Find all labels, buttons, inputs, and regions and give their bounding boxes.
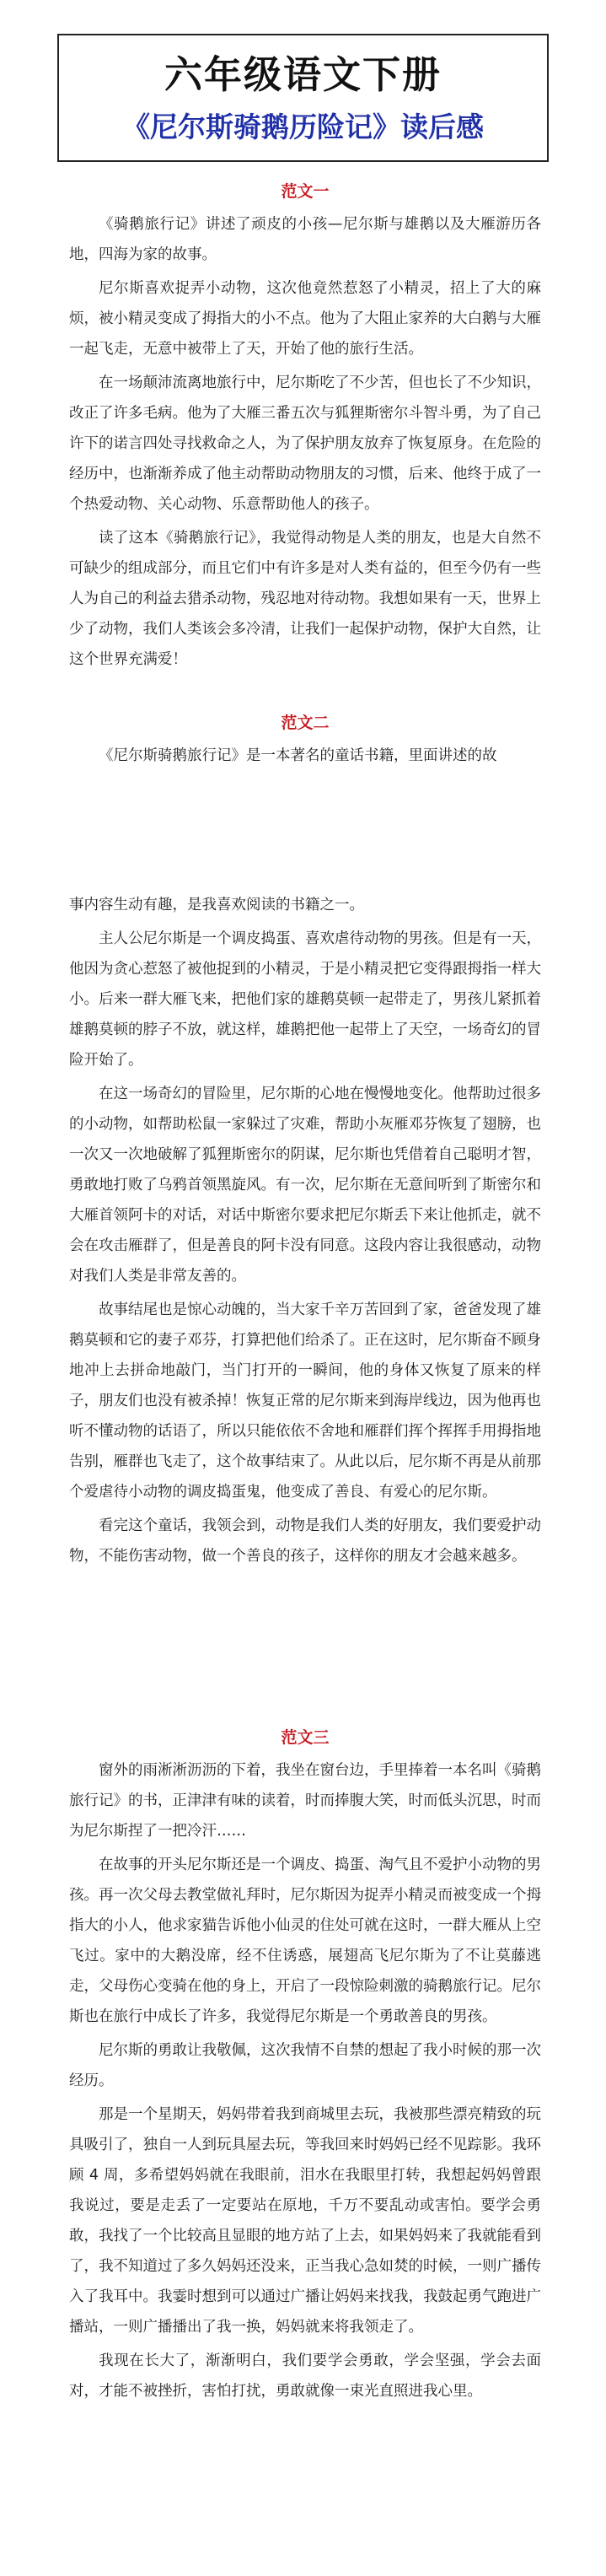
essay-paragraph: 读了这本《骑鹅旅行记》，我觉得动物是人类的朋友，也是大自然不可缺少的组成部分，而且它们中有许多是对人类有益的，但至今仍有一些人为自己的利益去猎杀动物，残忍地对待动物。我想如果有一天，世界上少了动物，我们人类该会多冷清，让我们一起保护动物，保护大自然，让这个世界充满爱！ <box>69 530 541 668</box>
essay-paragraph: 《尼尔斯骑鹅旅行记》是一本著名的童话书籍，里面讲述的故 <box>99 747 497 764</box>
essay-paragraph: 尼尔斯的勇敢让我敬佩，这次我情不自禁的想起了我小时候的那一次经历。 <box>69 2042 541 2089</box>
essay-2 <box>69 710 541 774</box>
essay-paragraph: 看完这个童话，我领会到，动物是我们人类的好朋友，我们要爱护动物，不能伤害动物，做一个善良的孩子，这样你的朋友才会越来越多。 <box>69 1517 541 1565</box>
essay-paragraph: 我现在长大了，渐渐明白，我们要学会勇敢，学会坚强，学会去面对，才能不被挫折，害怕打扰，勇敢就像一束光直照进我心里。 <box>69 2352 541 2400</box>
page-subtitle: 《尼尔斯骑鹅历险记》读后感 <box>122 110 484 143</box>
essay-3 <box>69 1725 541 2410</box>
essay-paragraph: 那是一个星期天，妈妈带着我到商城里去玩，我被那些漂亮精致的玩具吸引了，独自一人到玩具屋去玩，等我回来时妈妈已经不见踪影。我环顾 4 周，多希望妈妈就在我眼前，泪水在我眼里打转，我想起妈妈曾跟我说过，要是走丢了一定要站在原地，千万不要乱动或害怕。要学会勇敢，我找了一个比较高且显眼的地方站了上去，如果妈妈来了我就能看到了，我不知道过了多久妈妈还没来，正当我心急如焚的时候，一则广播传入了我耳中。我霎时想到可以通过广播让妈妈来找我，我鼓起勇气跑进广播站，一则广播播出了我一换，妈妈就来将我领走了。 <box>69 2106 541 2336</box>
essay-paragraph: 在一场颠沛流离地旅行中，尼尔斯吃了不少苦，但也长了不少知识，改正了许多毛病。他为了大雁三番五次与狐狸斯密尔斗智斗勇，为了自己许下的诺言四处寻找救命之人，为了保护朋友放弃了恢复原身。在危险的经历中，也渐渐养成了他主动帮助动物朋友的习惯，后来、他终于成了一个热爱动物、关心动物、乐意帮助他人的孩子。 <box>69 375 541 513</box>
essay-paragraph: 在故事的开头尼尔斯还是一个调皮、捣蛋、淘气且不爱护小动物的男孩。再一次父母去教堂做礼拜时，尼尔斯因为捉弄小精灵而被变成一个拇指大的小人，他求家猫告诉他小仙灵的住处可就在这时，一群大雁从上空飞过。家中的大鹅没席，经不住诱惑，展翅高飞尼尔斯为了不让莫藤逃走，父母伤心变骑在他的身上，开启了一段惊险刺激的骑鹅旅行记。尼尔斯也在旅行中成长了许多，我觉得尼尔斯是一个勇敢善良的男孩。 <box>69 1857 541 2025</box>
title-box <box>57 34 549 162</box>
essay-1 <box>69 179 541 678</box>
page-title: 六年级语文下册 <box>164 52 442 97</box>
essay-paragraph: 窗外的雨淅淅沥沥的下着，我坐在窗台边，手里捧着一本名叫《骑鹅旅行记》的书，正津津有味的读着，时而捧腹大笑，时而低头沉思，时而为尼尔斯捏了一把冷汗…… <box>69 1762 541 1840</box>
essay-paragraph: 故事结尾也是惊心动魄的，当大家千辛万苦回到了家，爸爸发现了雄鹅莫顿和它的妻子邓芬，打算把他们给杀了。正在这时，尼尔斯奋不顾身地冲上去拼命地敲门，当门打开的一瞬间，他的身体又恢复了原来的样子，朋友们也没有被杀掉！恢复正常的尼尔斯来到海岸线边，因为他再也听不懂动物的话语了，所以只能依依不舍地和雁群们挥个挥挥手用拇指地告别，雁群也飞走了，这个故事结束了。从此以后，尼尔斯不再是从前那个爱虐待小动物的调皮捣蛋鬼，他变成了善良、有爱心的尼尔斯。 <box>69 1301 541 1501</box>
essay-paragraph: 主人公尼尔斯是一个调皮捣蛋、喜欢虐待动物的男孩。但是有一天，他因为贪心惹怒了被他捉到的小精灵，于是小精灵把它变得跟拇指一样大小。后来一群大雁飞来，把他们家的雄鹅莫顿一起带走了，男孩儿紧抓着雄鹅莫顿的脖子不放，就这样，雄鹅把他一起带上了天空，一场奇幻的冒险开始了。 <box>69 930 541 1069</box>
essay-heading: 范文一 <box>281 182 330 201</box>
essay-paragraph: 在这一场奇幻的冒险里，尼尔斯的心地在慢慢地变化。他帮助过很多的小动物，如帮助松鼠一家躲过了灾难，帮助小灰雁邓芬恢复了翅膀，也一次又一次地破解了狐狸斯密尔的阴谋，尼尔斯也凭借着自己聪明才智，勇敢地打败了乌鸦首领黑旋风。有一次，尼尔斯在无意间听到了斯密尔和大雁首领阿卡的对话，对话中斯密尔要求把尼尔斯丢下来让他抓走，就不会在攻击雁群了，但是善良的阿卡没有同意。这段内容让我很感动，动物对我们人类是非常友善的。 <box>69 1086 541 1285</box>
essay-paragraph: 《骑鹅旅行记》讲述了顽皮的小孩—尼尔斯与雄鹅以及大雁游历各地，四海为家的故事。 <box>69 216 541 263</box>
essay-heading: 范文三 <box>281 1728 330 1747</box>
essay-2-continued <box>69 890 541 1575</box>
essay-paragraph: 尼尔斯喜欢捉弄小动物，这次他竟然惹怒了小精灵，招上了大的麻烦，被小精灵变成了拇指大的小不点。他为了大阻止家养的大白鹅与大雁一起飞走，无意中被带上了天，开始了他的旅行生活。 <box>69 280 541 358</box>
essay-heading: 范文二 <box>281 714 330 732</box>
essay-paragraph: 事内容生动有趣，是我喜欢阅读的书籍之一。 <box>69 897 364 913</box>
